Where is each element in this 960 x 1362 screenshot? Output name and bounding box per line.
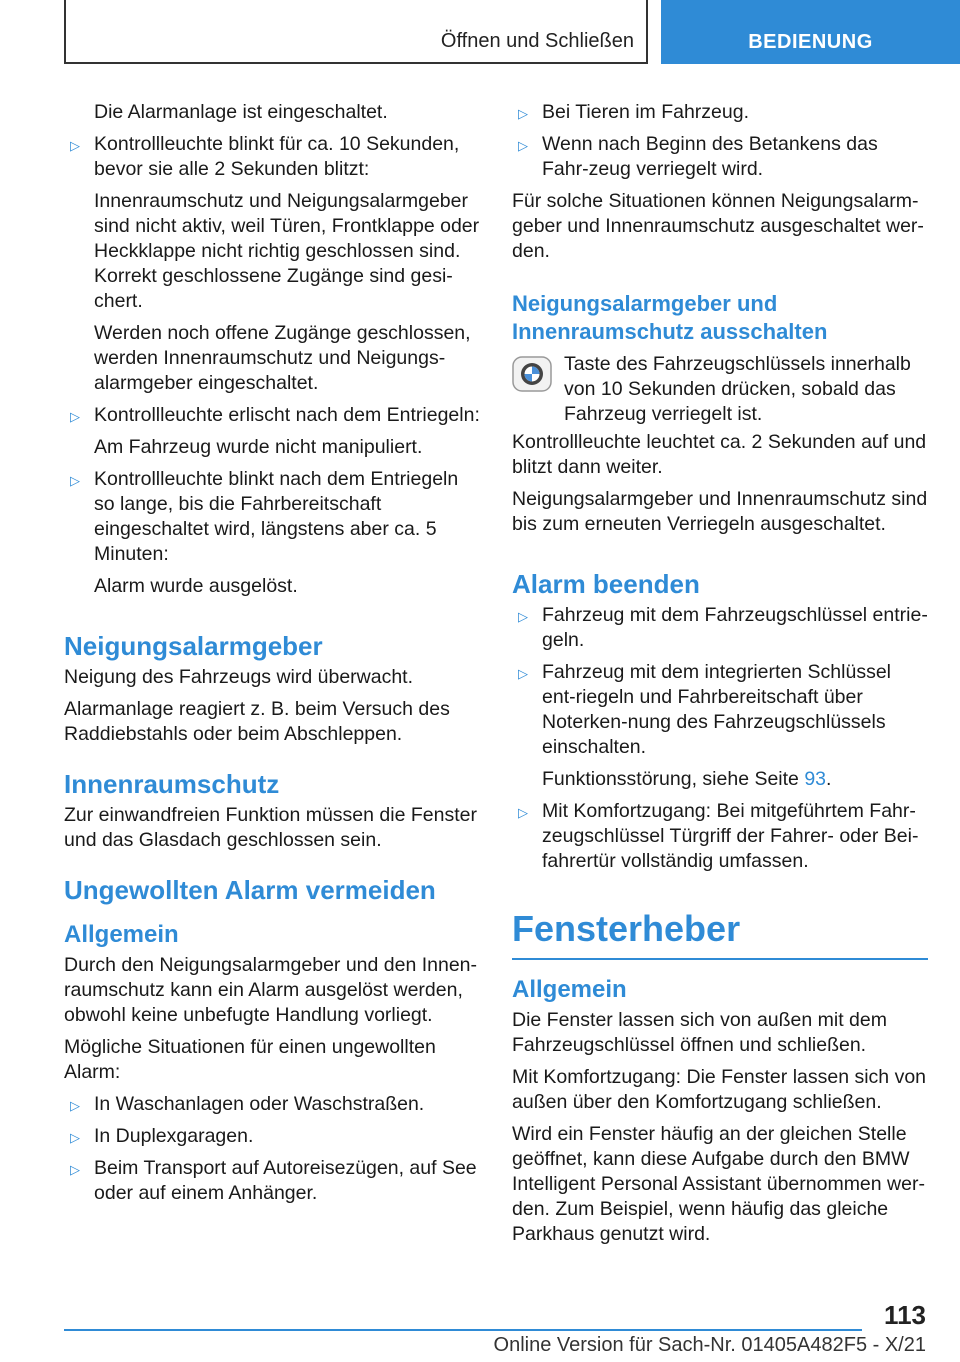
heading-allgemein: Allgemein — [64, 921, 179, 948]
paragraph: Funktionsstörung, siehe Seite 93. — [542, 768, 832, 790]
header-tab[interactable] — [661, 0, 960, 64]
list-item: ▷ Fahrzeug mit dem integrierten Schlüssel ent‐riegeln und Fahrbereitschaft über Noterken‐nung des Fahrzeugschlüssels einschalten. — [518, 661, 891, 758]
heading-fensterheber: Fensterheber — [512, 908, 928, 960]
list-item: ▷ Fahrzeug mit dem Fahrzeugschlüssel entrie‐geln. — [518, 604, 928, 651]
tab-label: BEDIENUNG — [748, 31, 873, 53]
paragraph: Am Fahrzeug wurde nicht manipuliert. — [94, 436, 423, 458]
footer-divider — [64, 1329, 862, 1331]
list-item: ▷ In Duplexgaragen. — [64, 1124, 480, 1149]
paragraph: Für solche Situationen können Neigungsalarm‐geber und Innenraumschutz ausgeschaltet wer‐den. — [512, 190, 924, 262]
triangle-bullet-icon: ▷ — [70, 1130, 80, 1145]
page-link[interactable]: 93 — [804, 768, 827, 790]
left-column — [64, 100, 480, 1213]
list-item: ▷ Beim Transport auf Autoreisezügen, auf See oder auf einem Anhänger. — [70, 1157, 477, 1204]
paragraph: Neigungsalarmgeber und Innenraumschutz sind bis zum erneuten Verriegeln ausgeschaltet. — [512, 488, 928, 535]
paragraph: Kontrollleuchte leuchtet ca. 2 Sekunden auf und blitzt dann weiter. — [512, 431, 927, 478]
triangle-bullet-icon: ▷ — [518, 805, 528, 820]
triangle-bullet-icon: ▷ — [70, 138, 80, 153]
list-item: ▷ Kontrollleuchte blinkt nach dem Entriegeln so lange, bis die Fahrbereitschaft eingeschaltet wird, längstens aber ca. 5 Minuten: — [70, 468, 459, 565]
triangle-bullet-icon: ▷ — [518, 609, 528, 624]
list-item: ▷ In Waschanlagen oder Waschstraßen. — [64, 1092, 480, 1117]
triangle-bullet-icon: ▷ — [70, 1098, 80, 1113]
paragraph: Alarm wurde ausgelöst. — [94, 575, 298, 597]
page-number: 113 — [884, 1300, 926, 1330]
heading-neigungsalarmgeber: Neigungsalarmgeber — [64, 631, 323, 661]
list-item: ▷ Kontrollleuchte erlischt nach dem Entriegeln: — [64, 403, 480, 428]
bmw-key-button-icon — [512, 356, 552, 392]
triangle-bullet-icon: ▷ — [518, 666, 528, 681]
triangle-bullet-icon: ▷ — [518, 106, 528, 121]
paragraph: Zur einwandfreien Funktion müssen die Fenster und das Glasdach geschlossen sein. — [64, 804, 477, 851]
heading-ungewollten-alarm: Ungewollten Alarm vermeiden — [64, 875, 436, 905]
header-section-box — [64, 0, 648, 64]
list-item: ▷ Bei Tieren im Fahrzeug. — [512, 100, 928, 125]
triangle-bullet-icon: ▷ — [70, 473, 80, 488]
paragraph: Werden noch offene Zugänge geschlossen, werden Innenraumschutz und Neigungs‐alarmgeber eingeschaltet. — [94, 322, 471, 394]
footer-online-version: Online Version für Sach-Nr. 01405A482F5 - X/21 — [493, 1334, 926, 1356]
heading-allgemein: Allgemein — [512, 976, 627, 1003]
heading-innenraumschutz: Innenraumschutz — [64, 769, 280, 799]
paragraph: Mit Komfortzugang: Die Fenster lassen sich von außen über den Komfortzugang schließen. — [512, 1066, 927, 1113]
paragraph: Neigung des Fahrzeugs wird überwacht. — [64, 666, 414, 688]
triangle-bullet-icon: ▷ — [518, 138, 528, 153]
heading-alarm-beenden: Alarm beenden — [512, 569, 700, 599]
paragraph: Die Alarmanlage ist eingeschaltet. — [94, 101, 388, 123]
heading-ausschalten: Neigungsalarmgeber und Innenraumschutz ausschalten — [512, 291, 828, 344]
paragraph: Innenraumschutz und Neigungsalarmgeber sind nicht aktiv, weil Türen, Frontklappe oder Heckklappe nicht richtig geschlossen sind. Korrekt geschlossene Zugänge sind gesi‐chert. — [94, 190, 480, 312]
right-column — [512, 100, 928, 1254]
list-item: ▷ Mit Komfortzugang: Bei mitgeführtem Fahr‐zeugschlüssel Türgriff der Fahrer- oder Bei‐fahrertür vollständig umfassen. — [518, 800, 919, 872]
list-item: ▷ Wenn nach Beginn des Betankens das Fahr‐zeug verriegelt wird. — [518, 133, 878, 180]
paragraph: Wird ein Fenster häufig an der gleichen Stelle geöffnet, kann diese Aufgabe durch den BMW Intelligent Personal Assistant übernommen wer‐den. Zum Beispiel, wenn häufig das gleiche Parkhaus genutzt wird. — [512, 1123, 925, 1245]
triangle-bullet-icon: ▷ — [70, 1162, 80, 1177]
key-instruction: Taste des Fahrzeugschlüssels innerhalb von 10 Sekunden drücken, sobald das Fahrzeug verriegelt ist. — [512, 352, 928, 427]
paragraph: Durch den Neigungsalarmgeber und den Innen‐raumschutz kann ein Alarm ausgelöst werden, obwohl keine unbefugte Handlung vorliegt. — [64, 954, 478, 1026]
triangle-bullet-icon: ▷ — [70, 409, 80, 424]
paragraph: Die Fenster lassen sich von außen mit dem Fahrzeugschlüssel öffnen und schließen. — [512, 1009, 887, 1056]
paragraph: Alarmanlage reagiert z. B. beim Versuch des Raddiebstahls oder beim Abschleppen. — [64, 698, 450, 745]
paragraph: Mögliche Situationen für einen ungewollten Alarm: — [64, 1036, 436, 1083]
list-item: ▷ Kontrollleuchte blinkt für ca. 10 Sekunden, bevor sie alle 2 Sekunden blitzt: — [70, 133, 460, 180]
section-title: Öffnen und Schließen — [440, 30, 634, 52]
